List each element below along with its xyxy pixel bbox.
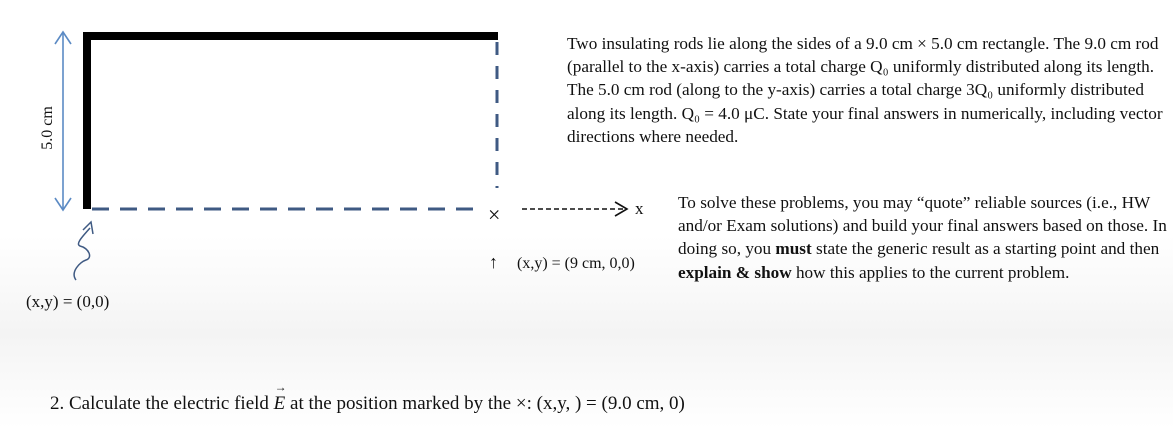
origin-pointer-arrow: [74, 228, 90, 280]
field-point-marker: ×: [488, 202, 501, 227]
problem-statement: Two insulating rods lie along the sides of a 9.0 cm × 5.0 cm rectangle. The 9.0 cm rod (parallel to the x-axis) carries a total charge Q₀ uniformly distributed along its length. The 5.0 cm rod (along to the y-axis) carries a total charge 3Q₀ uniformly distributed along its length. Q₀ = 4.0 μC. State your final answers in numerically, including vector directions where needed.: [567, 34, 1163, 146]
instructions-bold-must: must: [775, 239, 812, 259]
origin-label: (x,y) = (0,0): [26, 292, 110, 311]
instructions-text-2: state the generic result as a starting point and then: [811, 239, 1160, 259]
instructions-text-3: how this applies to the current problem.: [791, 262, 1070, 282]
origin-pointer-arrowhead: [83, 222, 93, 234]
instructions-text-1: To solve these problems, you may “quote” reliable sources (i.e., HW and/or Exam solutions) and build your final answers based on those. In doing so, you: [678, 193, 1167, 259]
question-2: [50, 393, 685, 415]
question-suffix: at the position marked by the ×: (x,y, ) = (9.0 cm, 0): [285, 393, 685, 414]
height-label: 5.0 cm: [39, 106, 56, 150]
corner-arrow: ↑: [489, 252, 498, 272]
height-dimension-arrow: [55, 32, 71, 210]
instructions-paragraph: [678, 191, 1170, 284]
corner-label: (x,y) = (9 cm, 0,0): [517, 255, 635, 272]
instructions-bold-explain-show: explain & show: [678, 262, 792, 282]
electric-field-vector-symbol: → E: [274, 393, 286, 415]
question-prefix: 2. Calculate the electric field: [50, 393, 274, 414]
x-axis-label: x: [635, 199, 644, 218]
